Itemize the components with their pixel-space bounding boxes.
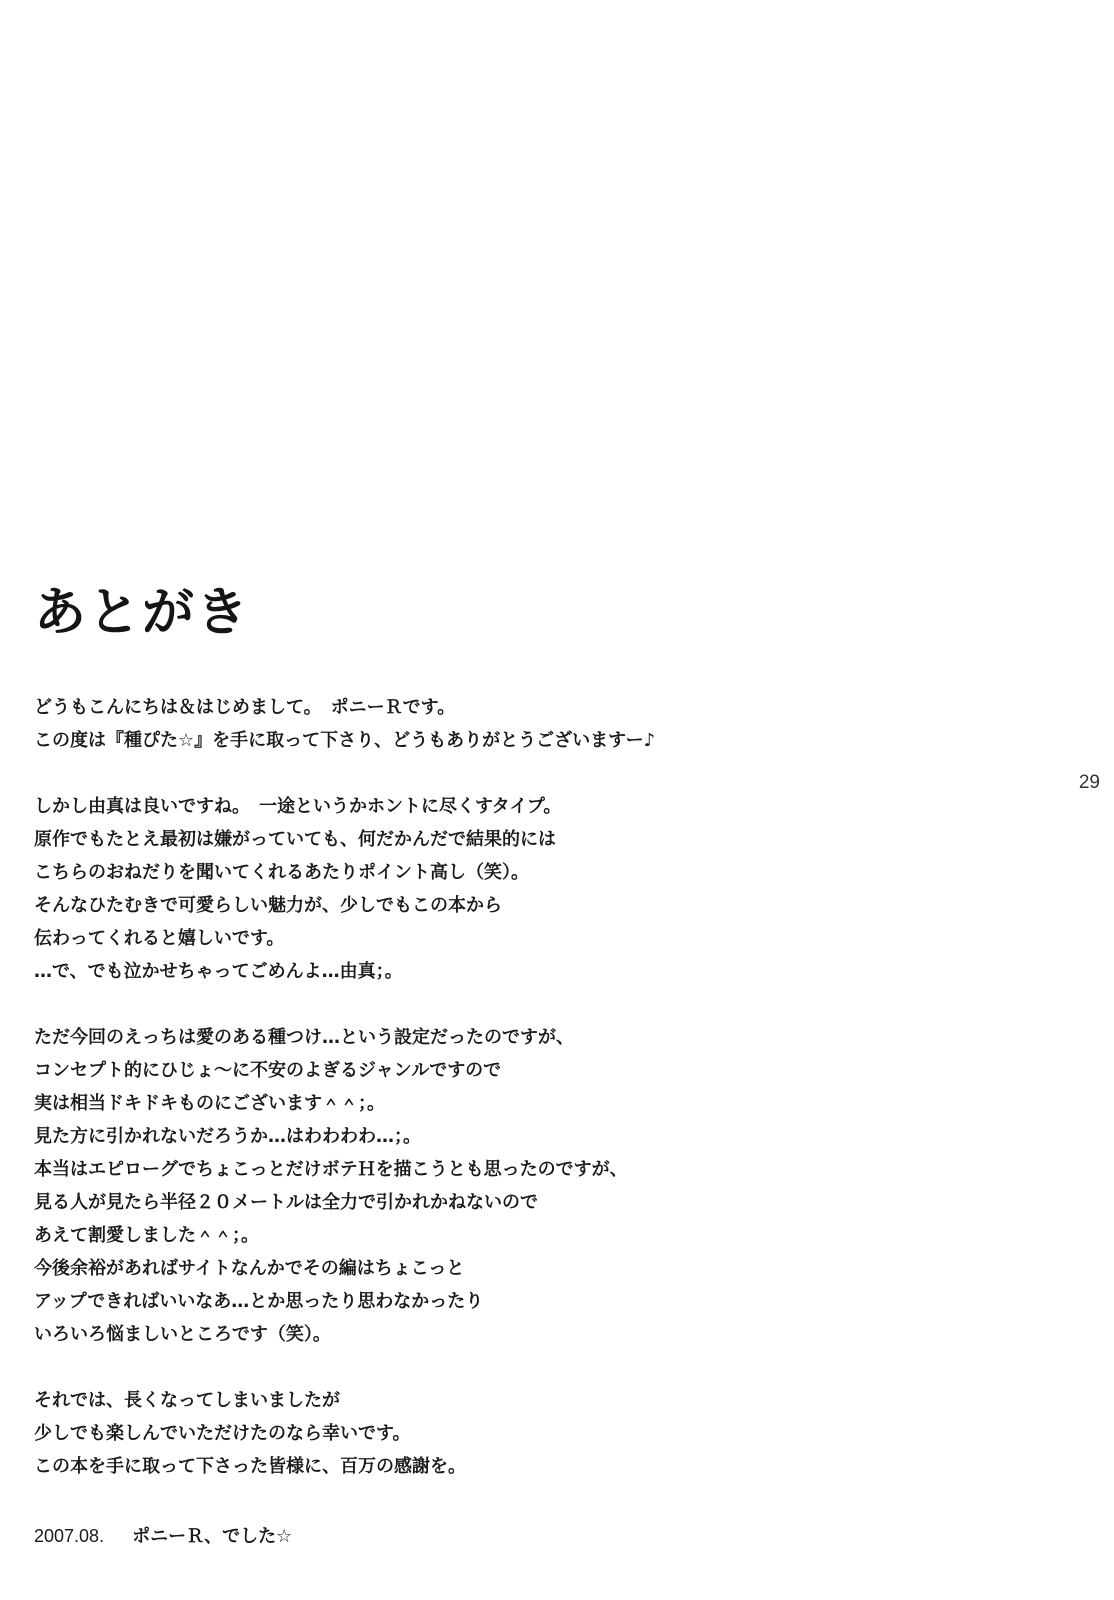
text-line: この度は『種ぴた☆』を手に取って下さり、どうもありがとうございますー♪ bbox=[34, 730, 656, 751]
signature bbox=[34, 1522, 292, 1548]
text-line: …で、でも泣かせちゃってごめんよ…由真；。 bbox=[34, 961, 403, 982]
paragraph-about-yuma bbox=[34, 790, 1034, 988]
paragraph-greeting bbox=[34, 691, 1034, 757]
text-line: そんなひたむきで可愛らしい魅力が、少しでもこの本から bbox=[34, 895, 502, 916]
text-line: どうもこんにちは＆はじめまして。 ポニーＲです。 bbox=[34, 697, 456, 718]
text-line: アップできればいいなあ…とか思ったり思わなかったり bbox=[34, 1291, 484, 1312]
text-line: こちらのおねだりを聞いてくれるあたりポイント高し（笑）。 bbox=[34, 862, 529, 883]
paragraph-concept bbox=[34, 1021, 1034, 1351]
text-line: 原作でもたとえ最初は嫌がっていても、何だかんだで結果的には bbox=[34, 829, 556, 850]
text-line: しかし由真は良いですね。 一途というかホントに尽くすタイプ。 bbox=[34, 796, 562, 817]
paragraph-closing bbox=[34, 1384, 1034, 1483]
text-line: この本を手に取って下さった皆様に、百万の感謝を。 bbox=[34, 1456, 466, 1477]
text-line: 実は相当ドキドキものにございます＾＾；。 bbox=[34, 1093, 385, 1114]
page-number: 29 bbox=[1078, 772, 1100, 793]
text-line: 伝わってくれると嬉しいです。 bbox=[34, 928, 285, 949]
text-line: それでは、長くなってしまいましたが bbox=[34, 1390, 340, 1411]
text-line: あえて割愛しました＾＾；。 bbox=[34, 1225, 259, 1246]
signature-date: 2007.08. bbox=[34, 1526, 105, 1546]
text-line: 少しでも楽しんでいただけたのなら幸いです。 bbox=[34, 1423, 411, 1444]
text-line: 見る人が見たら半径２０メートルは全力で引かれかねないので bbox=[34, 1192, 538, 1213]
signature-author: ポニーＲ、でした☆ bbox=[132, 1526, 293, 1547]
text-line: 今後余裕があればサイトなんかでその編はちょこっと bbox=[34, 1258, 465, 1279]
text-line: ただ今回のえっちは愛のある種つけ…という設定だったのですが、 bbox=[34, 1027, 574, 1048]
afterword-body bbox=[34, 691, 1034, 1516]
text-line: コンセプト的にひじょ～に不安のよぎるジャンルですので bbox=[34, 1060, 502, 1081]
page-title: あとがき bbox=[34, 583, 251, 643]
text-line: いろいろ悩ましいところです（笑）。 bbox=[34, 1324, 331, 1345]
text-line: 本当はエピローグでちょこっとだけボテＨを描こうとも思ったのですが、 bbox=[34, 1159, 628, 1180]
text-line: 見た方に引かれないだろうか…はわわわわ…；。 bbox=[34, 1126, 421, 1147]
